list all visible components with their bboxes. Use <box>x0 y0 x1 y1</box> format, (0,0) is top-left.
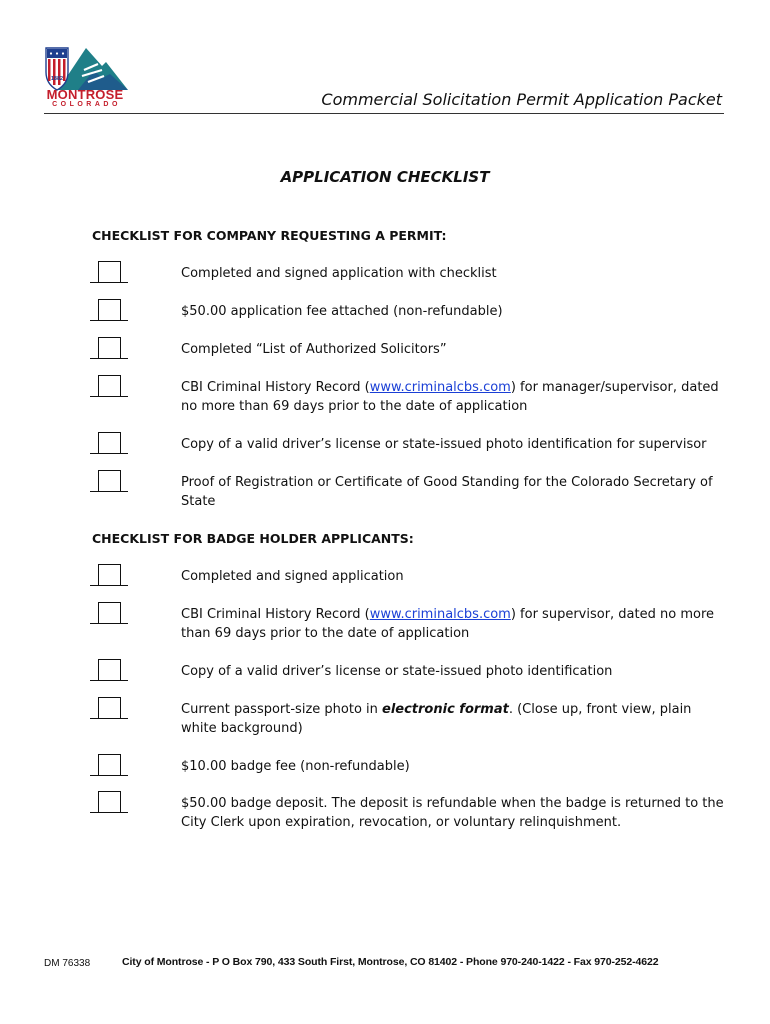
item-text: Completed and signed application with checklist <box>181 266 497 281</box>
logo-word: MONTROSE <box>46 87 124 102</box>
item-text: $10.00 badge fee (non-refundable) <box>181 759 410 774</box>
checkbox-application-fee[interactable] <box>90 299 128 323</box>
logo-sub: COLORADO <box>52 101 121 108</box>
mountain-shield-emblem <box>44 44 128 92</box>
checkbox-badge-cbi-record[interactable] <box>90 602 128 626</box>
item-text: $50.00 application fee attached (non-refundable) <box>181 304 503 319</box>
item-text: Copy of a valid driver’s license or state-issued photo identification <box>181 664 613 679</box>
item-text: Completed “List of Authorized Solicitors” <box>181 342 447 357</box>
header-title: Commercial Solicitation Permit Application Packet <box>321 90 722 109</box>
checkbox-badge-id[interactable] <box>90 659 128 683</box>
item-text: Current passport-size photo in electronic format. (Close up, front view, plain white background) <box>181 702 692 736</box>
checkbox-registration[interactable] <box>90 470 128 494</box>
document-code: DM 76338 <box>44 958 91 969</box>
header-divider <box>44 113 724 114</box>
item-text: Copy of a valid driver’s license or state-issued photo identification for supervisor <box>181 437 707 452</box>
checkbox-passport-photo[interactable] <box>90 697 128 721</box>
checkbox-supervisor-id[interactable] <box>90 432 128 456</box>
logo-text <box>44 89 126 109</box>
criminalcbs-link[interactable]: www.criminalcbs.com <box>369 607 511 622</box>
checkbox-badge-application[interactable] <box>90 564 128 588</box>
item-text: $50.00 badge deposit. The deposit is refundable when the badge is returned to the City Clerk upon expiration, revocation, or voluntary relinquishment. <box>181 796 724 830</box>
criminalcbs-link[interactable]: www.criminalcbs.com <box>369 380 511 395</box>
emphasis-text: electronic format <box>382 702 509 717</box>
checkbox-cbi-record-supervisor[interactable] <box>90 375 128 399</box>
checkbox-badge-fee[interactable] <box>90 754 128 778</box>
company-section-heading: CHECKLIST FOR COMPANY REQUESTING A PERMIT: <box>92 228 447 243</box>
footer-address: City of Montrose - P O Box 790, 433 South First, Montrose, CO 81402 - Phone 970-240-1422 - Fax 970-252-4622 <box>122 956 659 968</box>
item-text: Completed and signed application <box>181 569 404 584</box>
checkbox-badge-deposit[interactable] <box>90 791 128 815</box>
item-text: CBI Criminal History Record (www.criminalcbs.com) for supervisor, dated no more than 69 days prior to the date of application <box>181 607 715 641</box>
item-text: CBI Criminal History Record (www.criminalcbs.com) for manager/supervisor, dated no more than 69 days prior to the date of application <box>181 380 719 414</box>
item-text: Proof of Registration or Certificate of Good Standing for the Colorado Secretary of State <box>181 475 713 509</box>
badge-section-heading: CHECKLIST FOR BADGE HOLDER APPLICANTS: <box>92 531 414 546</box>
shield-year: 1882 <box>50 76 64 82</box>
checkbox-completed-application[interactable] <box>90 261 128 285</box>
checkbox-authorized-solicitors[interactable] <box>90 337 128 361</box>
page-title: APPLICATION CHECKLIST <box>280 168 490 186</box>
